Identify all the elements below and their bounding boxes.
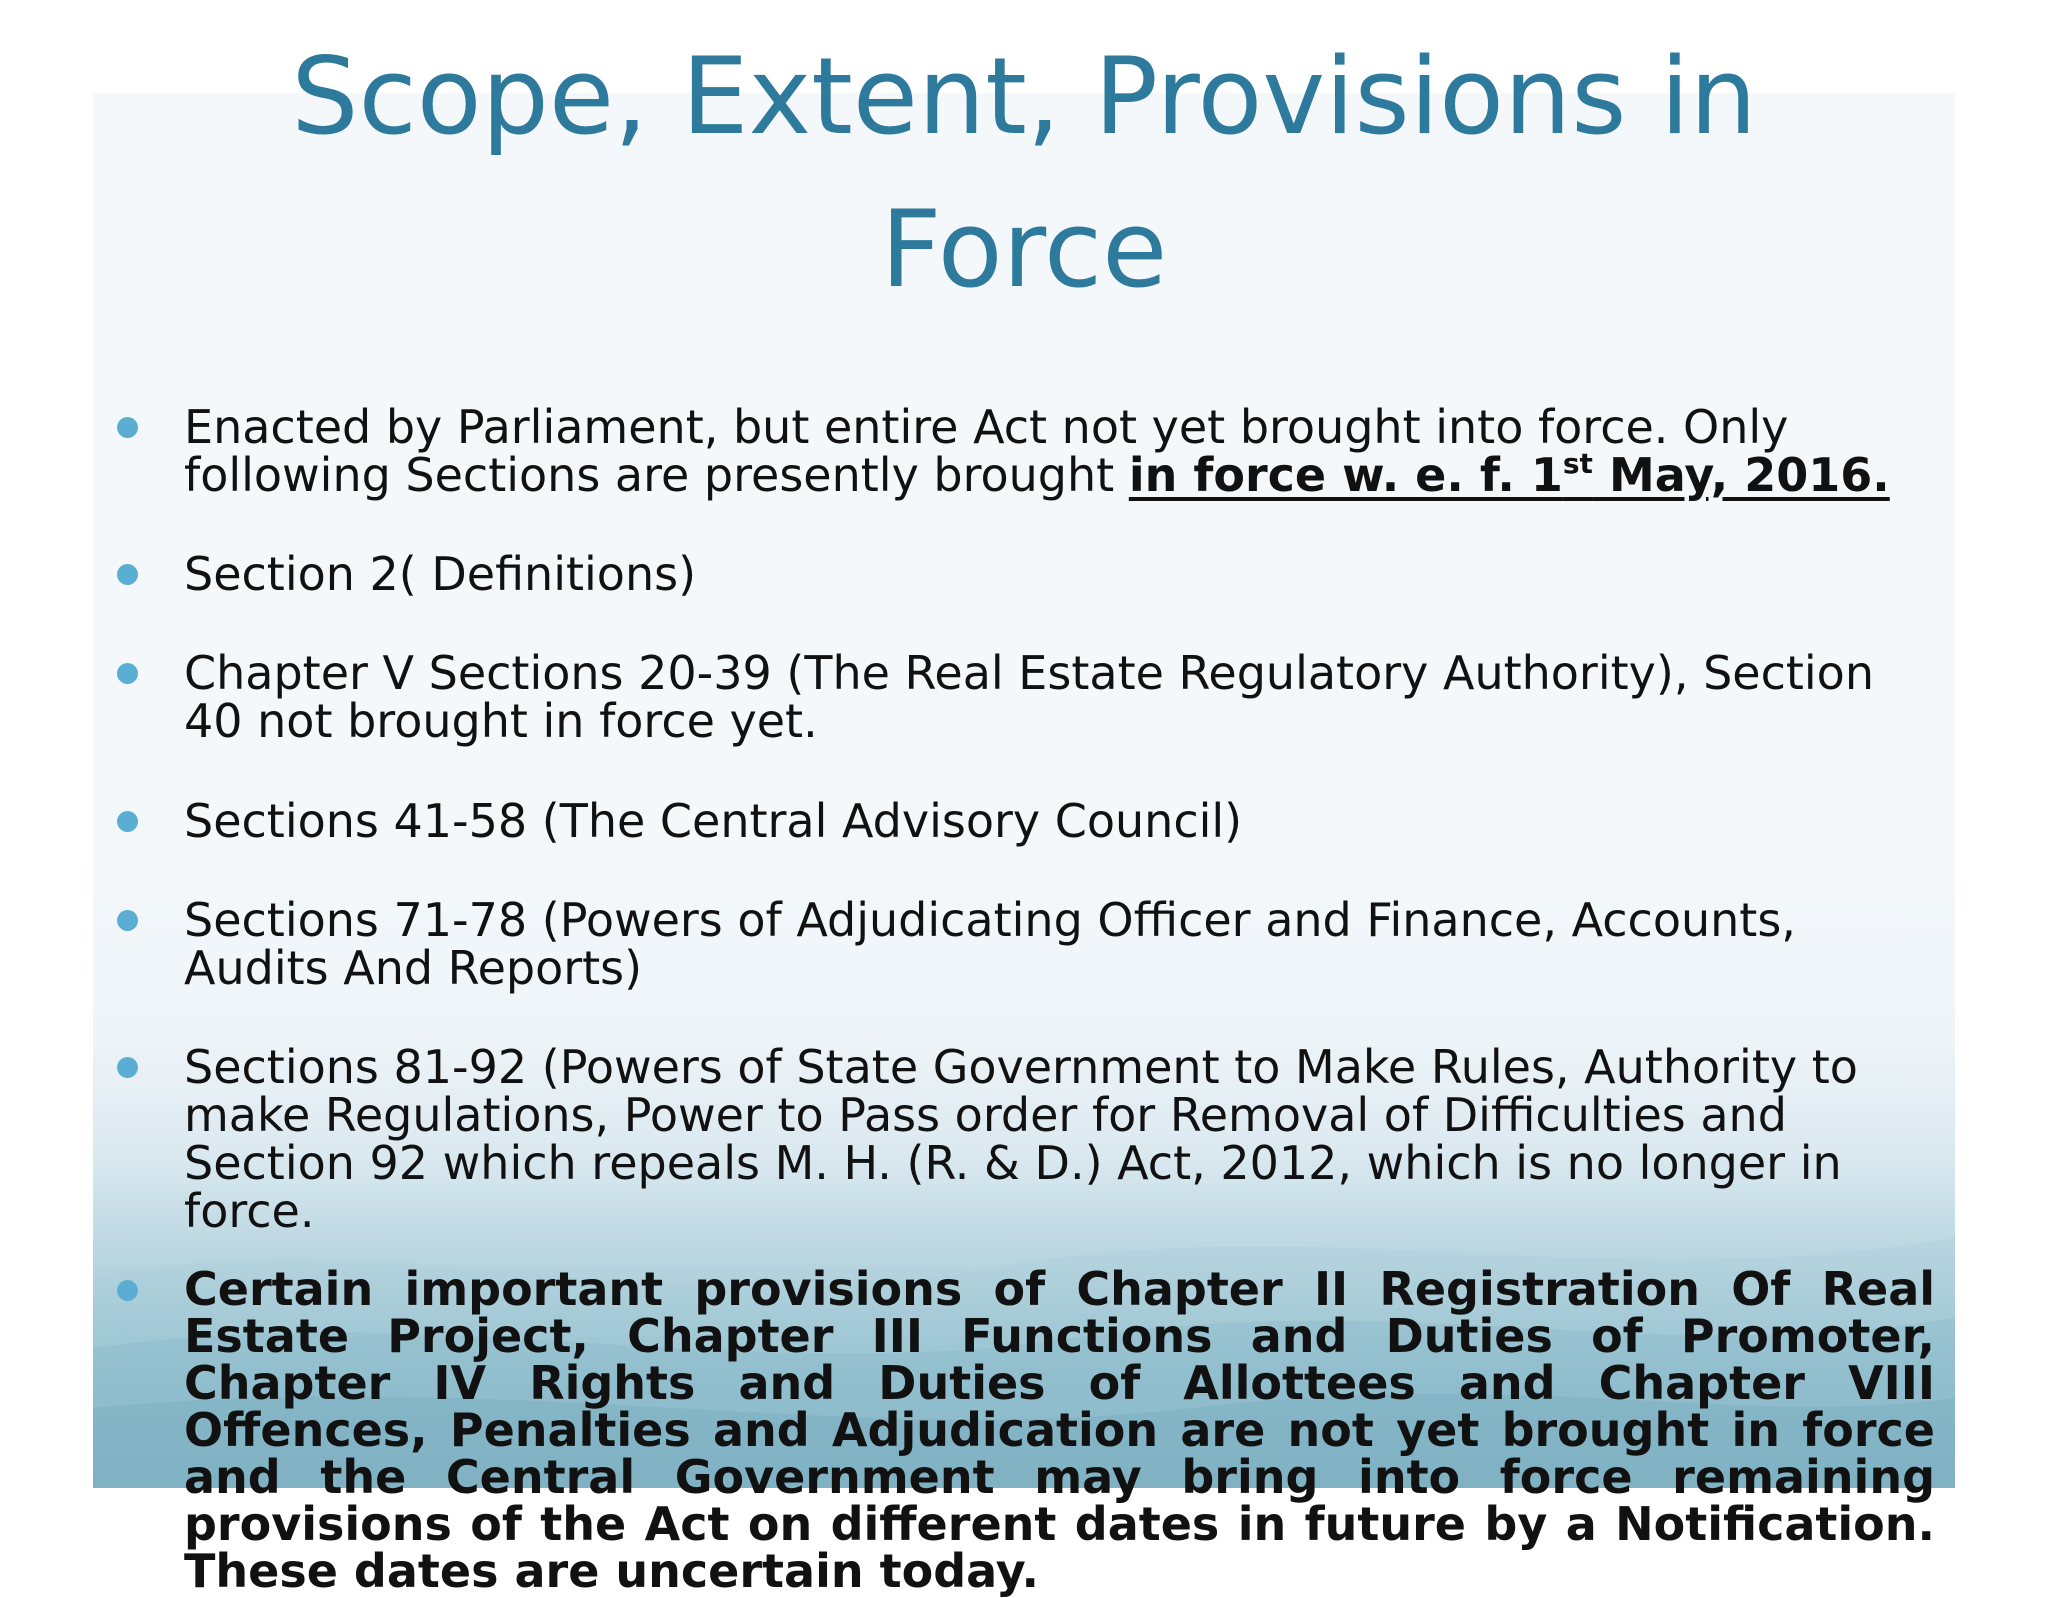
bullet-dot-icon: [117, 811, 138, 832]
slide: [93, 35, 1955, 1598]
bullet-dot-icon: [117, 663, 138, 684]
bullet-item-chapter-v: [184, 646, 1935, 748]
bullet-item-in-force: [184, 400, 1935, 502]
bullet-text: [184, 400, 1935, 502]
bullet-text: Section 2( Definitions): [184, 547, 697, 601]
in-force-date-superscript: st: [1562, 447, 1593, 480]
bullet-item-sections-71-78: [184, 893, 1935, 995]
slide-title-line-2: Force: [880, 188, 1168, 311]
bullet-text: Chapter V Sections 20-39 (The Real Estate Regulatory Authority), Section 40 not brought in force yet.: [184, 646, 1874, 748]
in-force-date-tail: May, 2016.: [1592, 448, 1890, 502]
bullet-text: Certain important provisions of Chapter II Registration Of Real Estate Project, Chapter III Functions and Duties of Promoter, Chapter IV Rights and Duties of Allottees and Chapter VIII Offences, Penalties and Adjudication are not yet brought in force and the Central Government may bring into force remaining provisions of the Act on different dates in future by a Notification. These dates are uncertain today.: [184, 1262, 1935, 1598]
slide-title-line-1: Scope, Extent, Provisions in: [291, 35, 1757, 158]
bullet-dot-icon: [117, 1280, 138, 1301]
bullet-text-plain: Enacted by Parliament, but entire Act not yet brought into force. Only following Sections are presently brought: [184, 400, 1789, 502]
bullet-item-sections-41-58: [184, 794, 1935, 848]
bullet-text: Sections 41-58 (The Central Advisory Council): [184, 794, 1243, 848]
in-force-date-emphasis: [1129, 448, 1890, 502]
bullet-dot-icon: [117, 1057, 138, 1078]
bullet-item-section-2: [184, 547, 1935, 601]
bullet-item-sections-81-92: [184, 1040, 1935, 1238]
in-force-date-main: in force w. e. f. 1: [1128, 448, 1563, 502]
bullet-text: Sections 71-78 (Powers of Adjudicating Officer and Finance, Accounts, Audits And Reports): [184, 893, 1796, 995]
bullet-dot-icon: [117, 564, 138, 585]
bullet-text: Sections 81-92 (Powers of State Government to Make Rules, Authority to make Regulations, Power to Pass order for Removal of Difficulties and Section 92 which repeals M. H. (R. & D.) Act, 2012, which is no longer in force.: [184, 1040, 1858, 1238]
bullet-item-pending-provisions: [184, 1262, 1935, 1598]
bullet-dot-icon: [117, 417, 138, 438]
bullet-dot-icon: [117, 910, 138, 931]
